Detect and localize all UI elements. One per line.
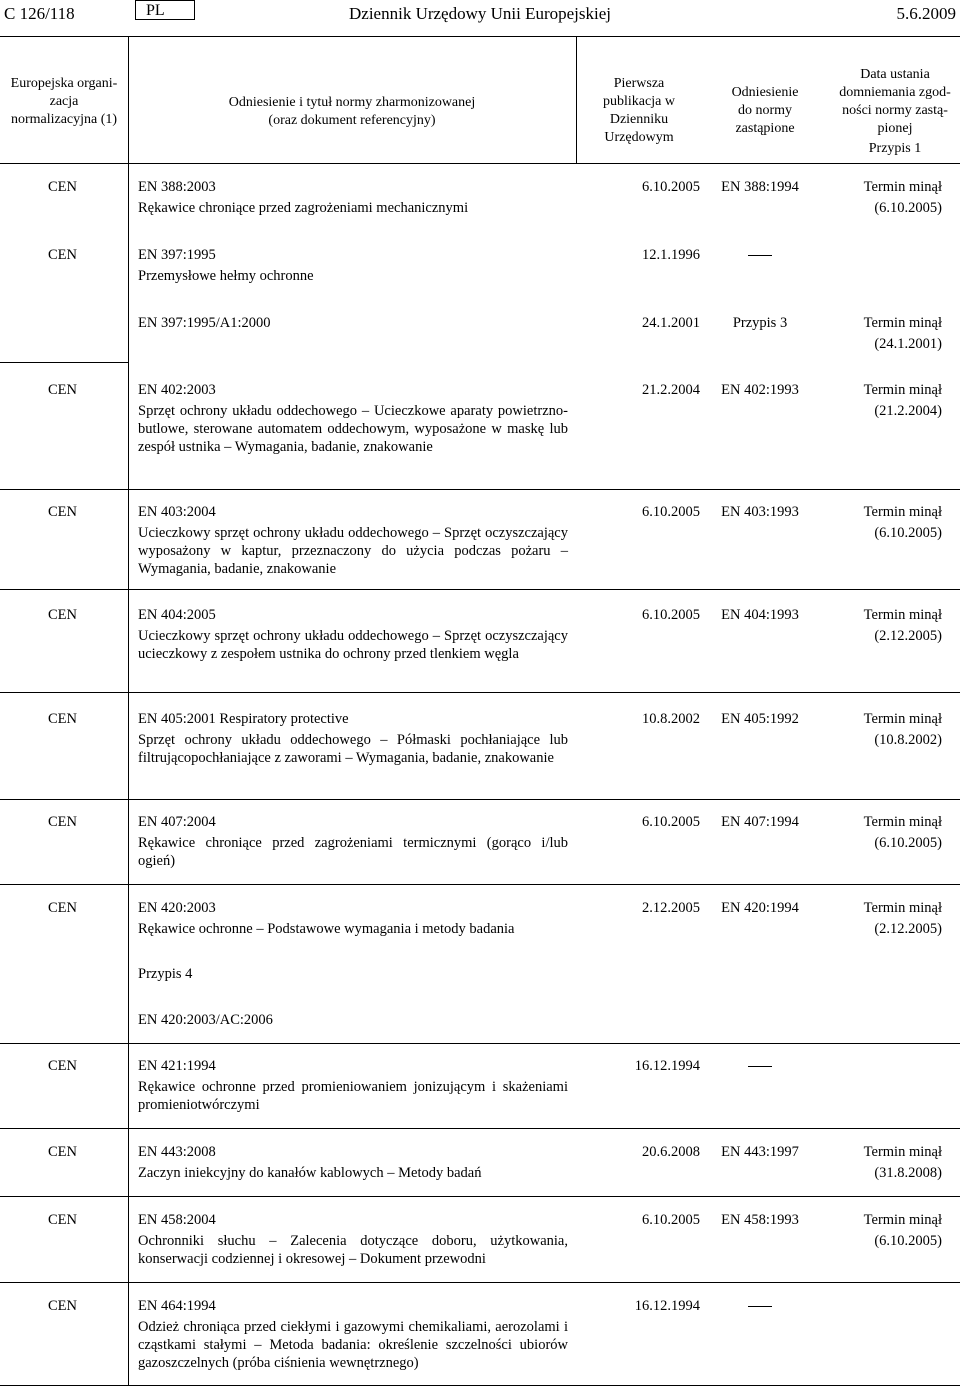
header-reference: Odniesienie i tytuł normy zharmonizowanej (oraz dokument referencyjny) [228,95,476,128]
organization-cell: CEN [48,900,77,916]
row-separator [0,799,960,800]
organization-cell: CEN [48,247,77,263]
header-rule [0,36,960,37]
cessation-date-cell: Termin minął (24.1.2001) [863,315,942,352]
reference-cell: EN 403:2004 Ucieczkowy sprzęt ochrony układu oddechowego – Sprzęt oczyszczający wyposażony w kaptur, przeznaczony do użycia podczas pożaru – Wymagania, badanie, znakowanie [138,504,568,577]
cessation-date-cell: Termin minął (6.10.2005) [863,504,942,541]
row-separator [0,1043,960,1044]
reference-cell: EN 397:1995 Przemysłowe hełmy ochronne [138,247,314,284]
superseded-standard-cell: EN 405:1992 [721,711,799,727]
superseded-standard-cell: EN 388:1994 [721,179,799,195]
row-separator [0,1196,960,1197]
reference-cell: EN 405:2001 Respiratory protective Sprzęt ochrony układu oddechowego – Półmaski pochłaniające lub filtrującopochłaniające z zaworami – Wymagania, badanie, znakowanie [138,711,568,766]
journal-title: Dziennik Urzędowy Unii Europejskiej [349,4,612,23]
superseded-standard-cell: EN 407:1994 [721,814,799,830]
reference-cell: EN 402:2003 Sprzęt ochrony układu oddechowego – Ucieczkowe aparaty powietrzno-butlowe, sterowane automatem oddechowym, wyposażone w maskę lub zespół ustnika – Wymagania, badanie, znakowanie [138,382,568,455]
cessation-date-cell: Termin minął (10.8.2002) [863,711,942,748]
organization-cell: CEN [48,711,77,727]
superseded-dash [700,1057,820,1075]
row-separator [0,692,960,693]
row-separator [0,1282,960,1283]
publication-date-cell: 16.12.1994 [634,1058,700,1074]
publication-date-cell: 6.10.2005 [642,607,700,623]
organization-cell: CEN [48,1298,77,1314]
column-divider [128,37,129,1385]
row-separator [0,489,960,490]
reference-cell: EN 388:2003 Rękawice chroniące przed zagrożeniami mechanicznymi [138,179,469,216]
header-first-publication: Pierwsza publikacja w Dzienniku Urzędowym [603,76,675,145]
reference-cell: EN 421:1994 Rękawice ochronne przed promieniowaniem jonizującym i skażeniami promieniotwórczymi [138,1058,568,1113]
reference-cell: EN 420:2003/AC:2006 [138,1012,273,1028]
organization-cell: CEN [48,382,77,398]
organization-cell: CEN [48,179,77,195]
publication-date-cell: 16.12.1994 [634,1298,700,1314]
cessation-date-cell: Termin minął (21.2.2004) [863,382,942,419]
superseded-standard-cell: EN 443:1997 [721,1144,799,1160]
superseded-dash [700,246,820,264]
organization-cell: CEN [48,1144,77,1160]
header-organization: Europejska organi- zacja normalizacyjna (1) [10,76,118,127]
reference-cell: EN 407:2004 Rękawice chroniące przed zagrożeniami termicznymi (gorąco i/lub ogień) [138,814,568,869]
organization-cell: CEN [48,1212,77,1228]
reference-cell: EN 443:2008 Zaczyn iniekcyjny do kanałów kablowych – Metody badań [138,1144,482,1181]
organization-cell: CEN [48,1058,77,1074]
organization-cell: CEN [48,607,77,623]
publication-date-cell: 2.12.2005 [642,900,700,916]
superseded-dash [700,1297,820,1315]
reference-cell: EN 397:1995/A1:2000 [138,315,271,331]
row-separator [0,1128,960,1129]
organization-cell: CEN [48,504,77,520]
reference-cell: EN 404:2005 Ucieczkowy sprzęt ochrony układu oddechowego – Sprzęt oczyszczający ucieczkowy z zespołem ustnika do ochrony przed tlenkiem węgla [138,607,568,662]
publication-date-cell: 10.8.2002 [642,711,700,727]
cessation-date-cell: Termin minął (2.12.2005) [863,900,942,937]
publication-date-cell: 21.2.2004 [642,382,700,398]
superseded-standard-cell: EN 404:1993 [721,607,799,623]
row-separator [0,589,960,590]
reference-cell: EN 458:2004 Ochronniki słuchu – Zalecenia dotyczące doboru, użytkowania, konserwacji codziennej i okresowej – Dokument przewodni [138,1212,568,1267]
publication-date-cell: 24.1.2001 [642,315,700,331]
superseded-standard-cell: EN 420:1994 [721,900,799,916]
publication-date: 5.6.2009 [896,4,956,23]
superseded-note-cell: Przypis 3 [732,315,788,331]
cessation-date-cell: Termin minął (6.10.2005) [863,814,942,851]
cessation-date-cell: Termin minął (6.10.2005) [863,179,942,216]
header-bottom-rule [0,163,960,164]
header-cessation-date: Data ustania domniemania zgod- ności normy zastą- pionej Przypis 1 [839,67,951,156]
organization-cell: CEN [48,814,77,830]
publication-date-cell: 12.1.1996 [642,247,700,263]
superseded-standard-cell: EN 403:1993 [721,504,799,520]
row-separator [0,884,960,885]
cessation-date-cell: Termin minął (2.12.2005) [863,607,942,644]
publication-date-cell: 6.10.2005 [642,1212,700,1228]
header-superseded: Odniesienie do normy zastąpione [731,85,799,136]
page-header [0,0,960,30]
row-separator [0,362,128,363]
reference-cell: EN 420:2003 Rękawice ochronne – Podstawowe wymagania i metody badania [138,900,515,937]
cessation-date-cell: Termin minął (31.8.2008) [863,1144,942,1181]
publication-date-cell: 20.6.2008 [642,1144,700,1160]
footnote-reference: Przypis 4 [138,966,193,982]
superseded-standard-cell: EN 458:1993 [721,1212,799,1228]
superseded-standard-cell: EN 402:1993 [721,382,799,398]
page-number: C 126/118 [4,4,75,23]
publication-date-cell: 6.10.2005 [642,814,700,830]
publication-date-cell: 6.10.2005 [642,504,700,520]
publication-date-cell: 6.10.2005 [642,179,700,195]
reference-cell: EN 464:1994 Odzież chroniąca przed ciekłymi i gazowymi chemikaliami, aerozolami i cząstkami stałymi – Metoda badania: określenie szczelności ubiorów gazoszczelnych (próba ciśnienia wewnętrznego) [138,1298,568,1371]
language-badge: PL [135,0,195,20]
cessation-date-cell: Termin minął (6.10.2005) [863,1212,942,1249]
column-divider [576,37,577,163]
